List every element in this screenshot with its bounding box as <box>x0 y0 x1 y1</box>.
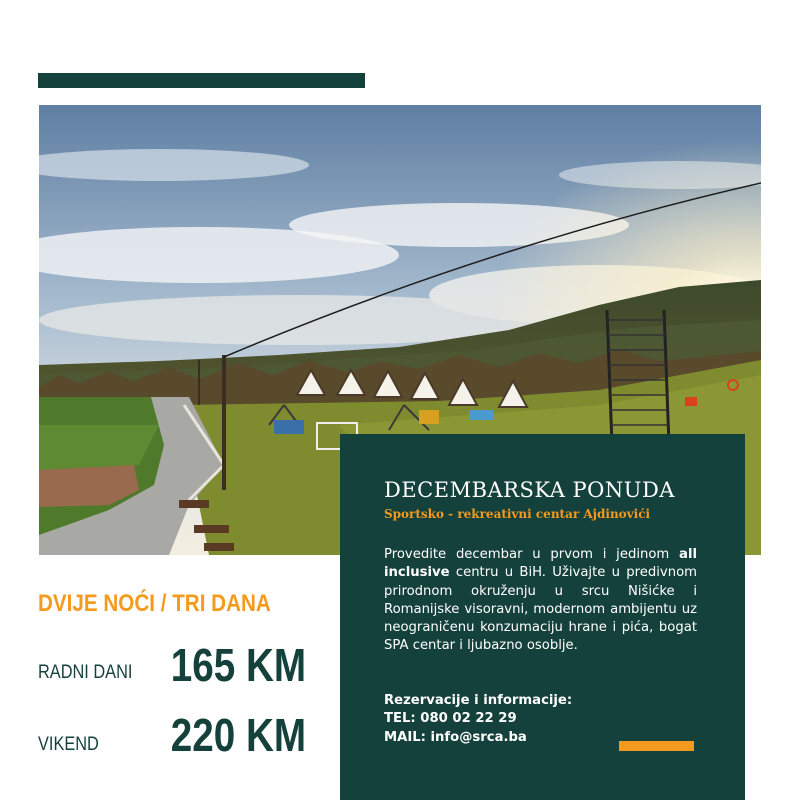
weekday-label: RADNI DANI <box>38 662 133 683</box>
offer-description <box>384 546 697 656</box>
weekend-price: 220 KM <box>170 709 306 761</box>
panel-accent-bar <box>619 741 694 751</box>
offer-body-intro: Provedite decembar u prvom i jedinom <box>384 547 680 562</box>
offer-body-highlight: all inclusive <box>384 547 697 581</box>
offer-panel <box>340 434 745 800</box>
contact-email: MAIL: info@srca.ba <box>384 729 527 745</box>
package-headline: DVIJE NOĆI / TRI DANA <box>38 590 271 617</box>
offer-title: DECEMBARSKA PONUDA <box>384 478 675 502</box>
contact-heading: Rezervacije i informacije: <box>384 693 573 708</box>
top-accent-bar <box>38 73 365 88</box>
weekend-label: VIKEND <box>38 734 99 755</box>
contact-phone: TEL: 080 02 22 29 <box>384 711 517 727</box>
offer-body-rest: centru u BiH. Uživajte u predivnom prirodnom okruženju u srcu Nišićke i Romanijske visoravni, modernom ambijentu uz neograničenu konzumaciju hrane i pića, bogat SPA centar i ljubazno osoblje. <box>384 565 697 654</box>
offer-subtitle: Sportsko - rekreativni centar Ajdinovići <box>384 507 651 521</box>
contact-block <box>384 692 572 747</box>
weekday-price: 165 KM <box>170 639 306 691</box>
